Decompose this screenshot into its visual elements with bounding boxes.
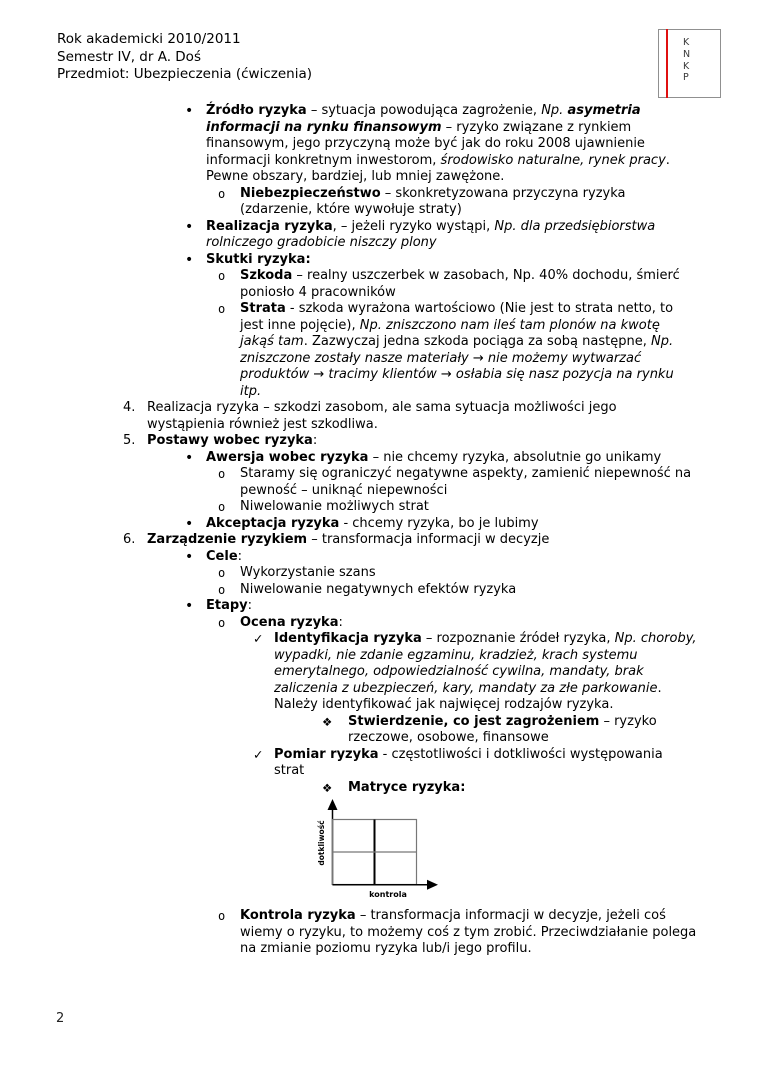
stamp-letter: K	[683, 60, 690, 72]
list-item	[0, 598, 760, 615]
item-text: Postawy wobec ryzyka:	[147, 433, 318, 448]
item-text: Awersja wobec ryzyka – nie chcemy ryzyka, absolutnie go unikamy	[206, 449, 662, 465]
list-item	[0, 268, 760, 301]
bullet-marker: •	[185, 251, 194, 268]
item-text: Kontrola ryzyka – transformacja informacji w decyzje, jeżeli coś wiemy o ryzyku, to możemy coś z tym zrobić. Przeciwdziałanie polega na zmianie poziomu ryzyka lub/i jego profilu.	[240, 908, 697, 956]
y-axis-label: dotkliwość	[317, 820, 326, 866]
list-item	[0, 631, 760, 714]
list-item	[0, 219, 760, 252]
risk-matrix-svg	[307, 796, 457, 908]
outline-items-after-diagram	[0, 908, 760, 958]
list-item	[0, 532, 760, 549]
bullet-marker: •	[185, 218, 194, 235]
diamond-marker: ❖	[322, 714, 333, 729]
item-text: Pomiar ryzyka - częstotliwości i dotkliwości występowania strat	[274, 746, 663, 778]
item-text: Identyfikacja ryzyka – rozpoznanie źródeł ryzyka, Np. choroby, wypadki, nie zdanie egzaminu, kradzież, krach systemu emerytalnego, odpowiedzialność cywilna, mandaty, brak zaliczenia z ubezpieczeń, kary, mandaty za złe parkowanie. Należy identyfikować jak najwięcej rodzajów ryzyka.	[274, 631, 697, 712]
check-marker: ✓	[253, 746, 264, 762]
item-text: Stwierdzenie, co jest zagrożeniem – ryzyko rzeczowe, osobowe, finansowe	[348, 713, 657, 745]
header-line-subject: Przedmiot: Ubezpieczenia (ćwiczenia)	[57, 66, 313, 83]
bullet-marker: •	[185, 548, 194, 565]
bullet-marker: •	[185, 103, 194, 119]
list-item	[0, 433, 760, 450]
stamp-box	[658, 29, 721, 98]
item-text: Niwelowanie możliwych strat	[240, 499, 429, 514]
diamond-marker: ❖	[322, 780, 333, 795]
circle-marker: o	[218, 615, 226, 630]
circle-marker: o	[218, 582, 226, 597]
item-text: Matryce ryzyka:	[348, 779, 466, 795]
stamp-letter: P	[683, 72, 690, 84]
list-item	[0, 549, 760, 566]
item-text: Strata - szkoda wyrażona wartościowo (Nie jest to strata netto, to jest inne pojęcie), Np. zniszczono nam ileś tam plonów na kwotę jakąś tam. Zazwyczaj jedna szkoda pociąga za sobą następne, Np. zniszczone zostały nasze materiały → nie możemy wytwarzać produktów → tracimy klientów → osłabia się nasz pozycja na rynku itp.	[240, 301, 674, 399]
list-item	[0, 400, 760, 433]
item-text: Etapy:	[206, 598, 253, 613]
number-marker: 4.	[123, 400, 136, 415]
list-item	[0, 466, 760, 499]
list-item	[0, 908, 760, 958]
item-text: Niwelowanie negatywnych efektów ryzyka	[240, 581, 517, 597]
item-text: Zarządzenie ryzykiem – transformacja informacji w decyzje	[147, 532, 550, 547]
number-marker: 6.	[123, 532, 136, 547]
list-item	[0, 615, 760, 632]
y-axis-arrowhead-icon	[328, 799, 338, 810]
item-text: Szkoda – realny uszczerbek w zasobach, Np. 40% dochodu, śmierć poniosło 4 pracowników	[240, 268, 680, 300]
circle-marker: o	[218, 500, 226, 514]
bullet-marker: •	[185, 598, 194, 614]
item-text: Wykorzystanie szans	[240, 565, 376, 580]
stamp-letter: K	[683, 37, 690, 48]
item-text: Źródło ryzyka – sytuacja powodująca zagrożenie, Np. asymetria informacji na rynku finansowym – ryzyko związane z rynkiem finansowym, jego przyczyną może być jak do roku 2008 ujawnienie informacji konkretnym inwestorom, środowisko naturalne, rynek pracy. Pewne obszary, bardziej, lub mniej zawężone.	[206, 103, 670, 184]
item-text: Niebezpieczeństwo – skonkretyzowana przyczyna ryzyka (zdarzenie, które wywołuje straty)	[240, 185, 626, 217]
list-item	[0, 582, 760, 599]
stamp-red-line	[666, 29, 668, 98]
outline-content	[0, 103, 760, 958]
circle-marker: o	[218, 302, 226, 316]
list-item	[0, 565, 760, 582]
outline-items-before-diagram	[0, 103, 760, 796]
circle-marker: o	[218, 186, 226, 201]
x-axis-label: kontrola	[369, 890, 407, 899]
list-item	[0, 499, 760, 516]
risk-matrix-diagram	[307, 796, 760, 908]
list-item	[0, 450, 760, 467]
number-marker: 5.	[123, 433, 136, 448]
list-item	[0, 714, 760, 747]
check-marker: ✓	[253, 631, 264, 646]
list-item	[0, 301, 760, 400]
stamp-letters	[683, 37, 744, 84]
header-line-semester: Semestr IV, dr A. Doś	[57, 48, 201, 65]
list-item	[0, 747, 760, 780]
item-text: Realizacja ryzyka, – jeżeli ryzyko wystąpi, Np. dla przedsiębiorstwa rolniczego gradobicie niszczy plony	[206, 218, 656, 250]
document-header	[57, 31, 312, 84]
circle-marker: o	[218, 566, 226, 580]
list-item	[0, 252, 760, 269]
item-text: Akceptacja ryzyka - chcemy ryzyka, bo je lubimy	[206, 515, 539, 531]
item-text: Ocena ryzyka:	[240, 614, 343, 630]
bullet-marker: •	[185, 449, 194, 466]
circle-marker: o	[218, 269, 226, 283]
stamp-letter: N	[683, 48, 691, 60]
circle-marker: o	[218, 467, 226, 481]
item-text: Staramy się ograniczyć negatywne aspekty, zamienić niepewność na pewność – uniknąć niepewności	[240, 466, 692, 498]
bullet-marker: •	[185, 515, 194, 532]
page-number: 2	[56, 1011, 65, 1026]
list-item	[0, 103, 760, 186]
header-line-academic-year: Rok akademicki 2010/2011	[57, 31, 241, 47]
item-text: Realizacja ryzyka – szkodzi zasobom, ale sama sytuacja możliwości jego wystąpienia również jest szkodliwa.	[147, 400, 617, 432]
item-text: Skutki ryzyka:	[206, 251, 311, 267]
item-text: Cele:	[206, 548, 243, 564]
list-item	[0, 516, 760, 533]
circle-marker: o	[218, 909, 226, 923]
list-item	[0, 186, 760, 219]
x-axis-arrowhead-icon	[427, 880, 438, 890]
list-item	[0, 780, 760, 797]
